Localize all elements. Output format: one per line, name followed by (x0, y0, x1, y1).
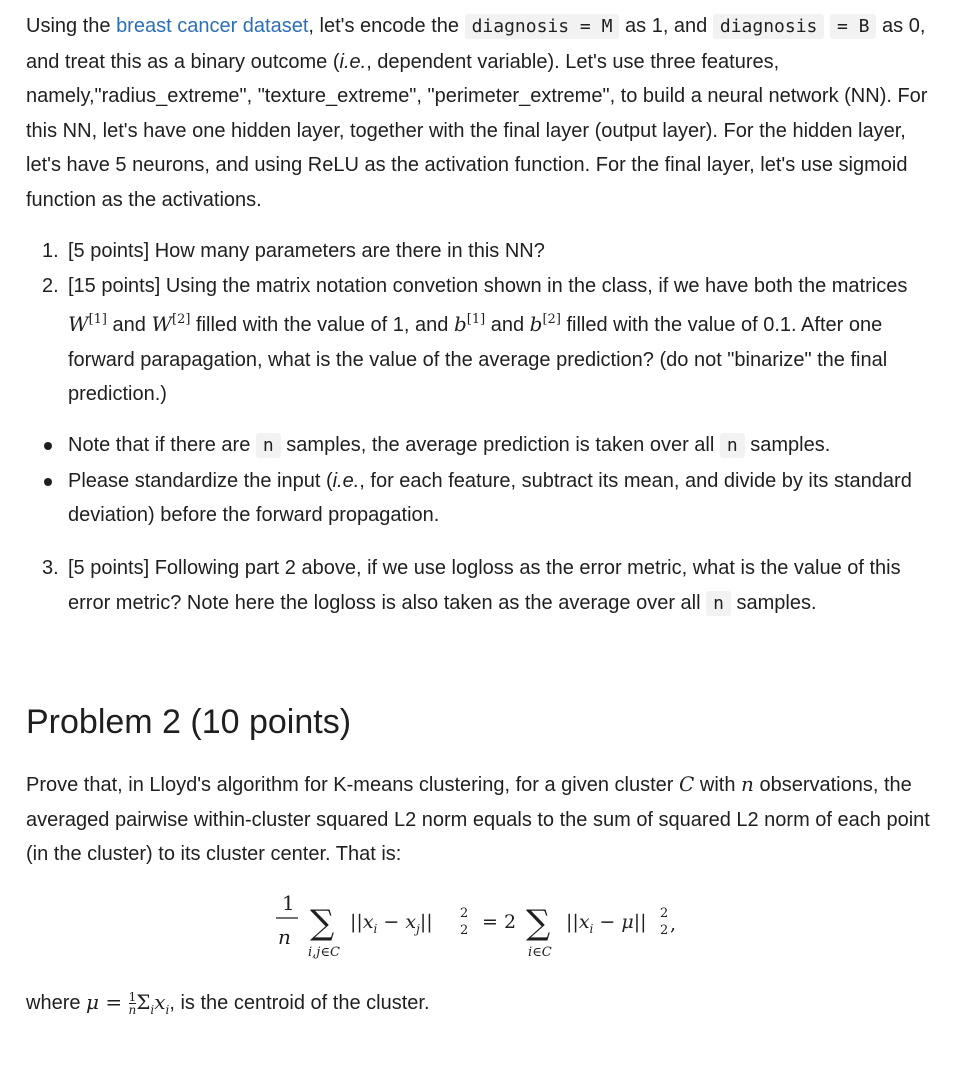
problem-2-heading: Problem 2 (10 points) (26, 703, 352, 741)
problem-2-paragraph: Prove that, in Lloyd's algorithm for K-means clustering, for a given cluster C with n observations, the averaged pairwise within-cluster squared L2 norm equals to the sum of squared L2 norm of each point (in the cluster) to its cluster center. That is: (26, 772, 930, 865)
svg-text:2: 2 (460, 923, 469, 938)
svg-text:∑: ∑ (526, 903, 551, 943)
svg-text:n: n (278, 925, 291, 949)
svg-text:,: , (670, 913, 677, 935)
code-diagnosis-m: diagnosis = M (465, 14, 620, 39)
svg-text:2: 2 (460, 906, 469, 921)
bullet-icon (44, 442, 52, 450)
question-list-1 (26, 234, 936, 412)
svg-text:||xi − xj||: $||x_i - x_j||$ (350, 911, 433, 936)
notes-list (26, 428, 936, 533)
svg-text:||xi − μ||: $||x_i - \mu||$ (566, 911, 647, 936)
svg-text:= 2: = 2 (482, 911, 517, 933)
svg-text:2: 2 (660, 906, 669, 921)
centroid-definition: where μ = $\frac{1}{n}$ $\Sigma_ix_i$, is the centroid of the cluster. (26, 990, 430, 1018)
code-diagnosis: diagnosis (713, 14, 825, 39)
svg-text:1: 1 (282, 891, 295, 915)
svg-text:i,j∈C: i,j∈C (308, 945, 340, 960)
bullet-icon (44, 478, 52, 486)
one-over-n-fraction: $\frac{1}{n}$ (128, 990, 137, 1018)
code-eq-b: = B (830, 14, 877, 39)
question-3: 3. [5 points] Following part 2 above, if we use logloss as the error metric, what is the value of this error metric? Note here the logloss is also taken as the average over all n samples. (42, 557, 901, 614)
question-2: 2. [15 points] Using the matrix notation convetion shown in the class, if we have both the matrices W[1] and W[2] filled with the value of 1, and b[1] and b[2] filled with the value of 0.1. After one forward parapagation, what is the value of the average prediction? (do not "binarize" the final prediction.) (42, 274, 908, 405)
svg-text:i∈C: i∈C (528, 945, 552, 960)
note-2: Please standardize the input (i.e., for each feature, subtract its mean, and divide by its standard deviation) before the forward propagation. (26, 464, 936, 533)
question-1: 1. [5 points] How many parameters are there in this NN? (42, 240, 545, 262)
svg-text:2: 2 (660, 923, 669, 938)
note-1: Note that if there are n samples, the average prediction is taken over all n samples. (26, 428, 936, 464)
svg-text:∑: ∑ (310, 903, 335, 943)
question-list-2 (26, 551, 936, 621)
kmeans-equation (270, 882, 730, 962)
breast-cancer-dataset-link[interactable]: breast cancer dataset (116, 15, 309, 37)
intro-paragraph: Using the breast cancer dataset, let's encode the diagnosis = M as 1, and diagnosis = B as 0, and treat this as a binary outcome (i.e., dependent variable). Let's use three features, namely,"radius_extreme", "texture_extreme", "perimeter_extreme", to build a neural network (NN). For this NN, let's have one hidden layer, together with the final layer (output layer). For the hidden layer, let's have 5 neurons, and using ReLU as the activation function. For the final layer, let's use sigmoid function as the activations. (26, 15, 928, 211)
